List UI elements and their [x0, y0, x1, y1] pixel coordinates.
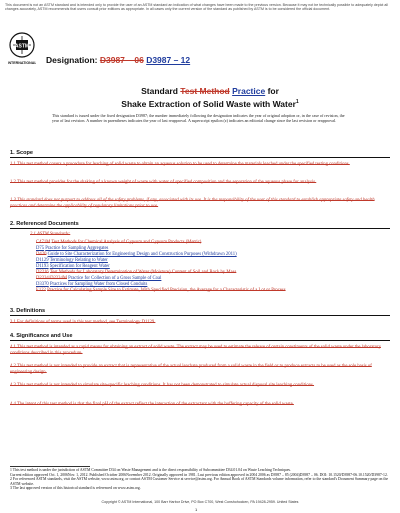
reference-item: D420 Guide to Site Characterization for Engineering Design and Construction Purposes (Withdrawn 2011)	[36, 252, 237, 257]
footnote-rule	[10, 466, 90, 467]
section-heading-refs: 2. Referenced Documents	[10, 221, 79, 227]
reference-item: D3370 Practices for Sampling Water from Closed Conduits	[36, 282, 148, 287]
section-rule	[10, 315, 390, 316]
significance-para-4: 4.4 The intent of this test method is that the final pH of the extract reflect the interaction of the extractant with the buffering capacity of the solid waste.	[10, 402, 294, 407]
reference-item: C471M Test Methods for Chemical Analysis of Gypsum and Gypsum Products (Metric)	[36, 240, 202, 245]
logo-text: INTERNATIONAL	[8, 61, 36, 65]
redline-notice: This document is not an ASTM standard and is intended only to provide the user of an ASTM standard an indication of what changes have been made to the previous version. Because it may not be technically possible to adequately depict all changes accurately, ASTM recommends that users consult prior editions as appropriate. In all cases only the current version of the standard as published by ASTM is to be considered the official document.	[5, 3, 388, 12]
footnotes	[10, 468, 390, 491]
title-inserted: Practice	[232, 86, 266, 96]
astm-logo	[8, 32, 36, 68]
designation-prefix: Designation:	[46, 55, 98, 65]
terminology-para: 3.1 For definitions of terms used in this test method, see Terminology D1129.	[10, 320, 156, 325]
significance-para-3: 4.3 This test method is not intended to simulate site-specific leaching conditions. It has not been demonstrated to simulate actual disposal site leaching conditions.	[10, 383, 315, 388]
title-line2: Shake Extraction of Solid Waste with Water	[121, 98, 296, 109]
reference-item: D1193 Specification for Reagent Water	[36, 264, 110, 269]
title-part-b: for	[265, 86, 279, 96]
svg-text:ASTM: ASTM	[14, 43, 30, 50]
reference-item: E122 Practice for Calculating Sample Size to Estimate, With Specified Precision, the Average for a Characteristic of a Lot or Process	[36, 288, 286, 293]
standard-note: This standard is issued under the fixed designation D3987; the number immediately following the designation indicates the year of original adoption or, in the case of revision, the year of last revision. A number in parentheses indicates the year of last reapproval. A superscript epsilon (ε) indicates an editorial change since the last revision or reapproval.	[52, 113, 345, 123]
designation-old: D3987 – 06	[99, 55, 144, 65]
section-rule	[10, 228, 390, 229]
section-heading-significance: 4. Significance and Use	[10, 333, 73, 339]
astm-logo-icon	[8, 32, 36, 68]
footnote: Current edition approved Oct. 1, 2006Nov. 1, 2012. Published October 2006November 2012. Originally approved in 1981. Last previous edition approved in 2004 2006 as D3987 – 85 (2004)D3987 – 06. DOI: 10.1520/D3987-06.10.1520/D3987-12.	[10, 472, 388, 477]
document-title	[60, 86, 360, 109]
reference-item: D2216 Test Methods for Laboratory Determination of Water (Moisture) Content of Soil and Rock by Mass	[36, 270, 237, 275]
reference-item: D1129 Terminology Relating to Water	[36, 258, 108, 263]
section-rule	[10, 340, 390, 341]
scope-para-1: 1.1 This test method covers a procedure for leaching of solid waste to obtain an aqueous solution to be used to determine the materials leached under the specified testing conditions.	[10, 162, 350, 167]
page-number: 1	[195, 507, 198, 512]
footnote: 3 The last approved version of this historical standard is referenced on www.astm.org.	[10, 486, 141, 491]
footnote: 1 This test method is under the jurisdiction of ASTM Committee D34 on Waste Management and is the direct responsibility of Subcommittee D34.01.04 on Waste Leaching Techniques.	[10, 468, 291, 472]
copyright: Copyright © ASTM International, 100 Barr Harbor Drive, PO Box C700, West Conshohocken, PA 19428-2959. United States	[101, 500, 299, 504]
reference-item: D2234/D2234M Practice for Collection of a Gross Sample of Coal	[36, 276, 162, 281]
significance-para-1: 4.1 This test method is intended as a rapid means for obtaining an extract of solid waste. The extract may be used to estimate the release of certain constituents of the solid waste under the laboratory conditions described in this procedure.	[10, 345, 381, 356]
refs-intro: 2.1 ASTM Standards:	[30, 232, 71, 237]
section-heading-terminology: 3. Definitions	[10, 308, 46, 314]
reference-item: D75 Practice for Sampling Aggregates	[36, 246, 109, 251]
significance-para-2: 4.2 This test method is not intended to provide an extract that is representative of the actual leachate produced from a solid waste in the field or to produce extracts to be used as the sole basis of engineering design.	[10, 364, 372, 375]
designation	[46, 55, 190, 65]
section-rule	[10, 157, 390, 158]
title-deleted: Test Method	[180, 86, 230, 96]
title-part-a: Standard	[141, 86, 181, 96]
footnote: 2 For referenced ASTM standards, visit the ASTM website, www.astm.org, or contact ASTM Customer Service at service@astm.org. For Annual Book of ASTM Standards volume information, refer to the standard's Document Summary page on the ASTM website.	[10, 477, 389, 486]
designation-new: D3987 – 12	[146, 55, 191, 65]
section-heading-scope: 1. Scope	[10, 150, 34, 156]
scope-para-3: 1.3 This standard does not purport to address all of the safety problems, if any, associated with its use. It is the responsibility of the user of this standard to establish appropriate safety and health practices and determine the applicability of regulatory limitations prior to use.	[10, 198, 375, 209]
scope-para-2: 1.2 This test method provides for the shaking of a known weight of waste with water of specified composition and the separation of the aqueous phase for analysis.	[10, 180, 317, 185]
title-footnote-mark: 1	[295, 98, 299, 105]
